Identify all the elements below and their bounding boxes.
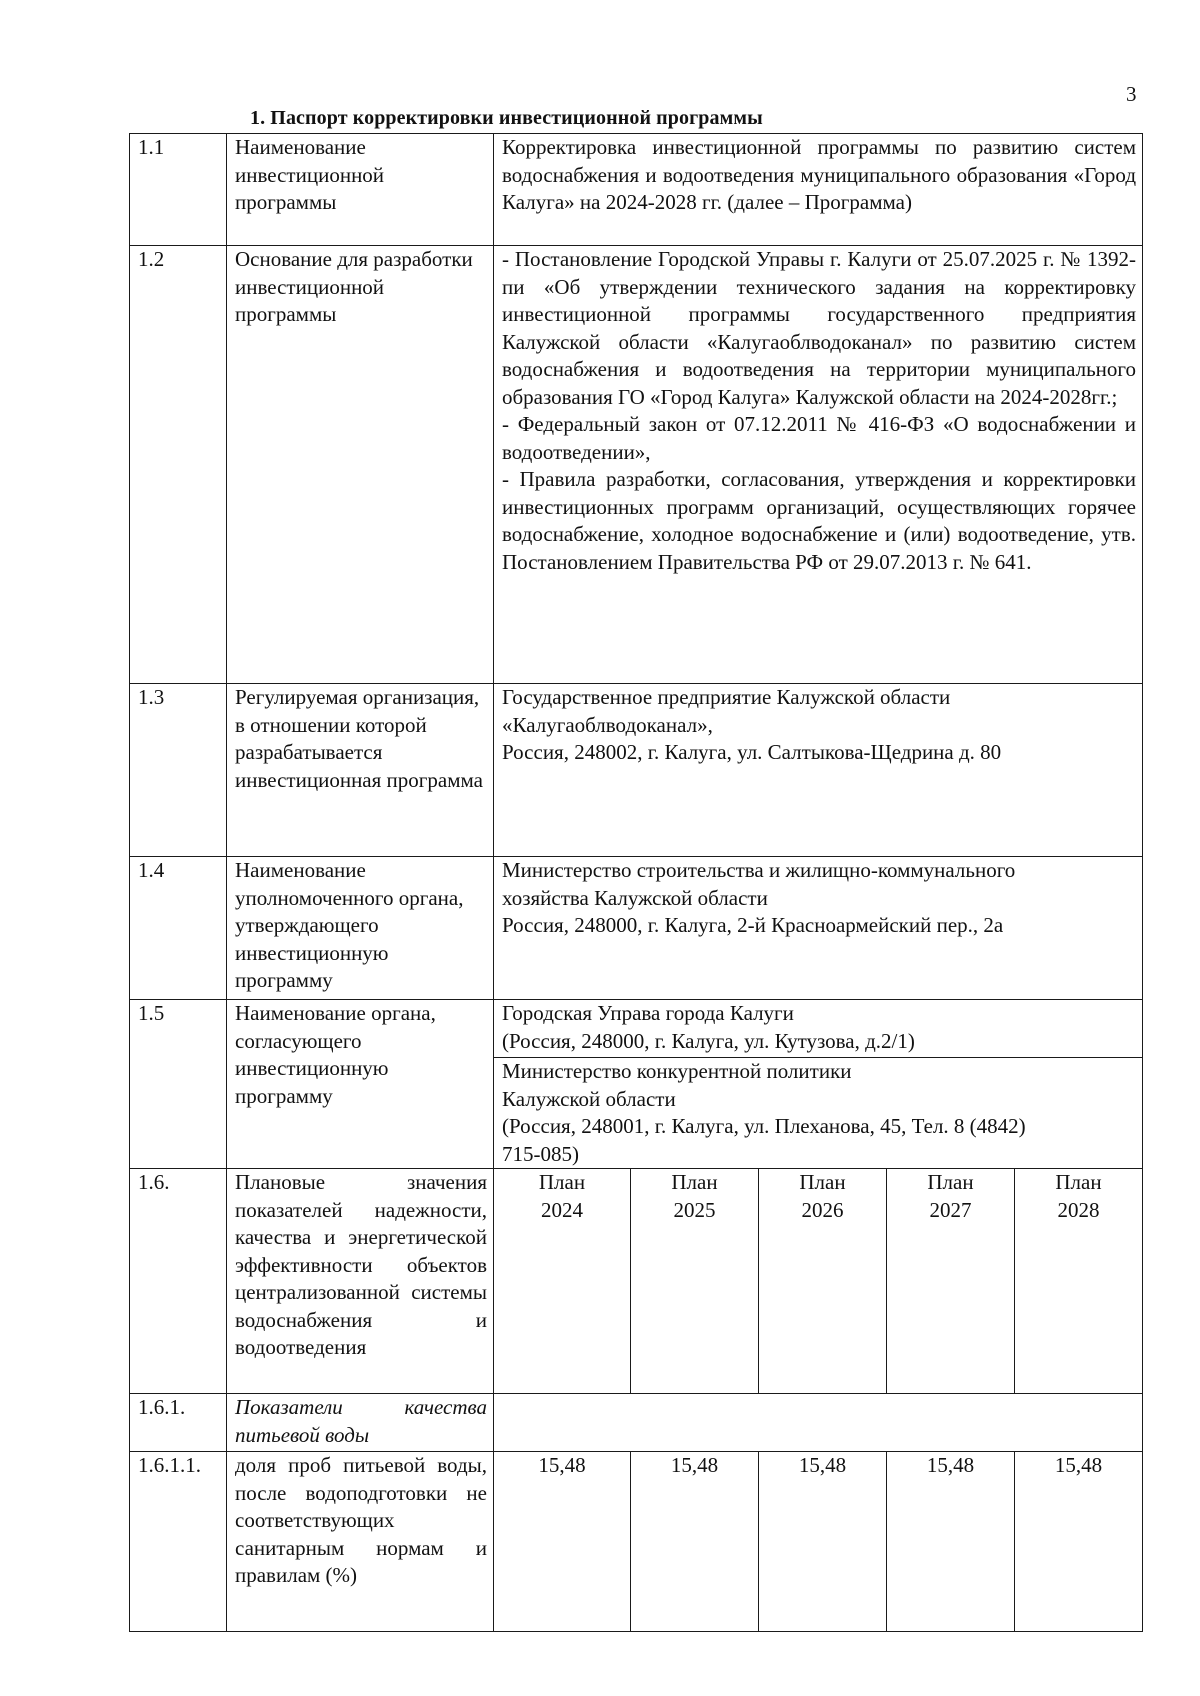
basis-item: - Постановление Городской Управы г. Калуги от 25.07.2025 г. № 1392-пи «Об утверждении технического задания на корректировку инвестиционной программы государственного предприятия Калужской области «Калугаоблводоканал» по развитию систем водоснабжения и водоотведения на территории муниципального образования ГО «Город Калуга» Калужской области на 2024-2028гг.; — [502, 247, 1136, 409]
approving-body-1: Городская Управа города Калуги (Россия, 248000, г. Калуга, ул. Кутузова, д.2/1) — [494, 1000, 1143, 1058]
value-2024: 15,48 — [494, 1452, 631, 1632]
document-title: 1. Паспорт корректировки инвестиционной программы — [250, 107, 763, 129]
row-number: 1.3 — [130, 684, 227, 857]
plan-2027-header: План 2027 — [887, 1169, 1015, 1394]
plan-2025-header: План 2025 — [631, 1169, 759, 1394]
row-1-6 — [130, 1169, 1143, 1394]
row-number: 1.5 — [130, 1000, 227, 1169]
regulated-organization: Государственное предприятие Калужской области «Калугаоблводоканал», Россия, 248002, г. Калуга, ул. Салтыкова-Щедрина д. 80 — [494, 684, 1143, 857]
row-label: доля проб питьевой воды, после водоподготовки не соответствующих санитарным нормам и правилам (%) — [227, 1452, 494, 1632]
program-name: Корректировка инвестиционной программы по развитию систем водоснабжения и водоотведения муниципального образования «Город Калуга» на 2024-2028 гг. (далее – Программа) — [494, 134, 1143, 246]
row-1-6-1 — [130, 1394, 1143, 1452]
row-1-5a — [130, 1000, 1143, 1058]
row-label: Плановые значения показателей надежности, качества и энергетической эффективности объектов централизованной системы водоснабжения и водоотведения — [227, 1169, 494, 1394]
row-number: 1.2 — [130, 246, 227, 684]
row-number: 1.6.1.1. — [130, 1452, 227, 1632]
page-number: 3 — [1126, 82, 1137, 106]
value-2028: 15,48 — [1015, 1452, 1143, 1632]
row-label: Показатели качества питьевой воды — [227, 1394, 494, 1452]
authorized-body: Министерство строительства и жилищно-коммунального хозяйства Калужской области Россия, 248000, г. Калуга, 2-й Красноармейский пер., 2а — [494, 857, 1143, 1000]
row-label: Регулируемая организация, в отношении которой разрабатывается инвестиционная программа — [227, 684, 494, 857]
row-label: Наименование инвестиционной программы — [227, 134, 494, 246]
basis-item: - Федеральный закон от 07.12.2011 № 416-ФЗ «О водоснабжении и водоотведении», — [502, 412, 1136, 464]
basis-item: - Правила разработки, согласования, утверждения и корректировки инвестиционных программ организаций, осуществляющих горячее водоснабжение, холодное водоснабжение и (или) водоотведение, утв. Постановлением Правительства РФ от 29.07.2013 г. № 641. — [502, 467, 1136, 574]
row-1-4 — [130, 857, 1143, 1000]
value-2025: 15,48 — [631, 1452, 759, 1632]
plan-2024-header: План 2024 — [494, 1169, 631, 1394]
row-1-3 — [130, 684, 1143, 857]
plan-2026-header: План 2026 — [759, 1169, 887, 1394]
section-blank — [494, 1394, 1143, 1452]
program-basis — [494, 246, 1143, 684]
row-number: 1.4 — [130, 857, 227, 1000]
value-2026: 15,48 — [759, 1452, 887, 1632]
row-label: Наименование органа, согласующего инвестиционную программу — [227, 1000, 494, 1169]
row-number: 1.6. — [130, 1169, 227, 1394]
row-1-1 — [130, 134, 1143, 246]
row-number: 1.1 — [130, 134, 227, 246]
row-1-6-1-1 — [130, 1452, 1143, 1632]
row-number: 1.6.1. — [130, 1394, 227, 1452]
passport-table — [129, 133, 1143, 1632]
approving-body-2: Министерство конкурентной политики Калужской области (Россия, 248001, г. Калуга, ул. Плеханова, 45, Тел. 8 (4842) 715-085) — [494, 1058, 1143, 1169]
row-label: Основание для разработки инвестиционной программы — [227, 246, 494, 684]
plan-2028-header: План 2028 — [1015, 1169, 1143, 1394]
row-label: Наименование уполномоченного органа, утверждающего инвестиционную программу — [227, 857, 494, 1000]
row-1-2 — [130, 246, 1143, 684]
value-2027: 15,48 — [887, 1452, 1015, 1632]
